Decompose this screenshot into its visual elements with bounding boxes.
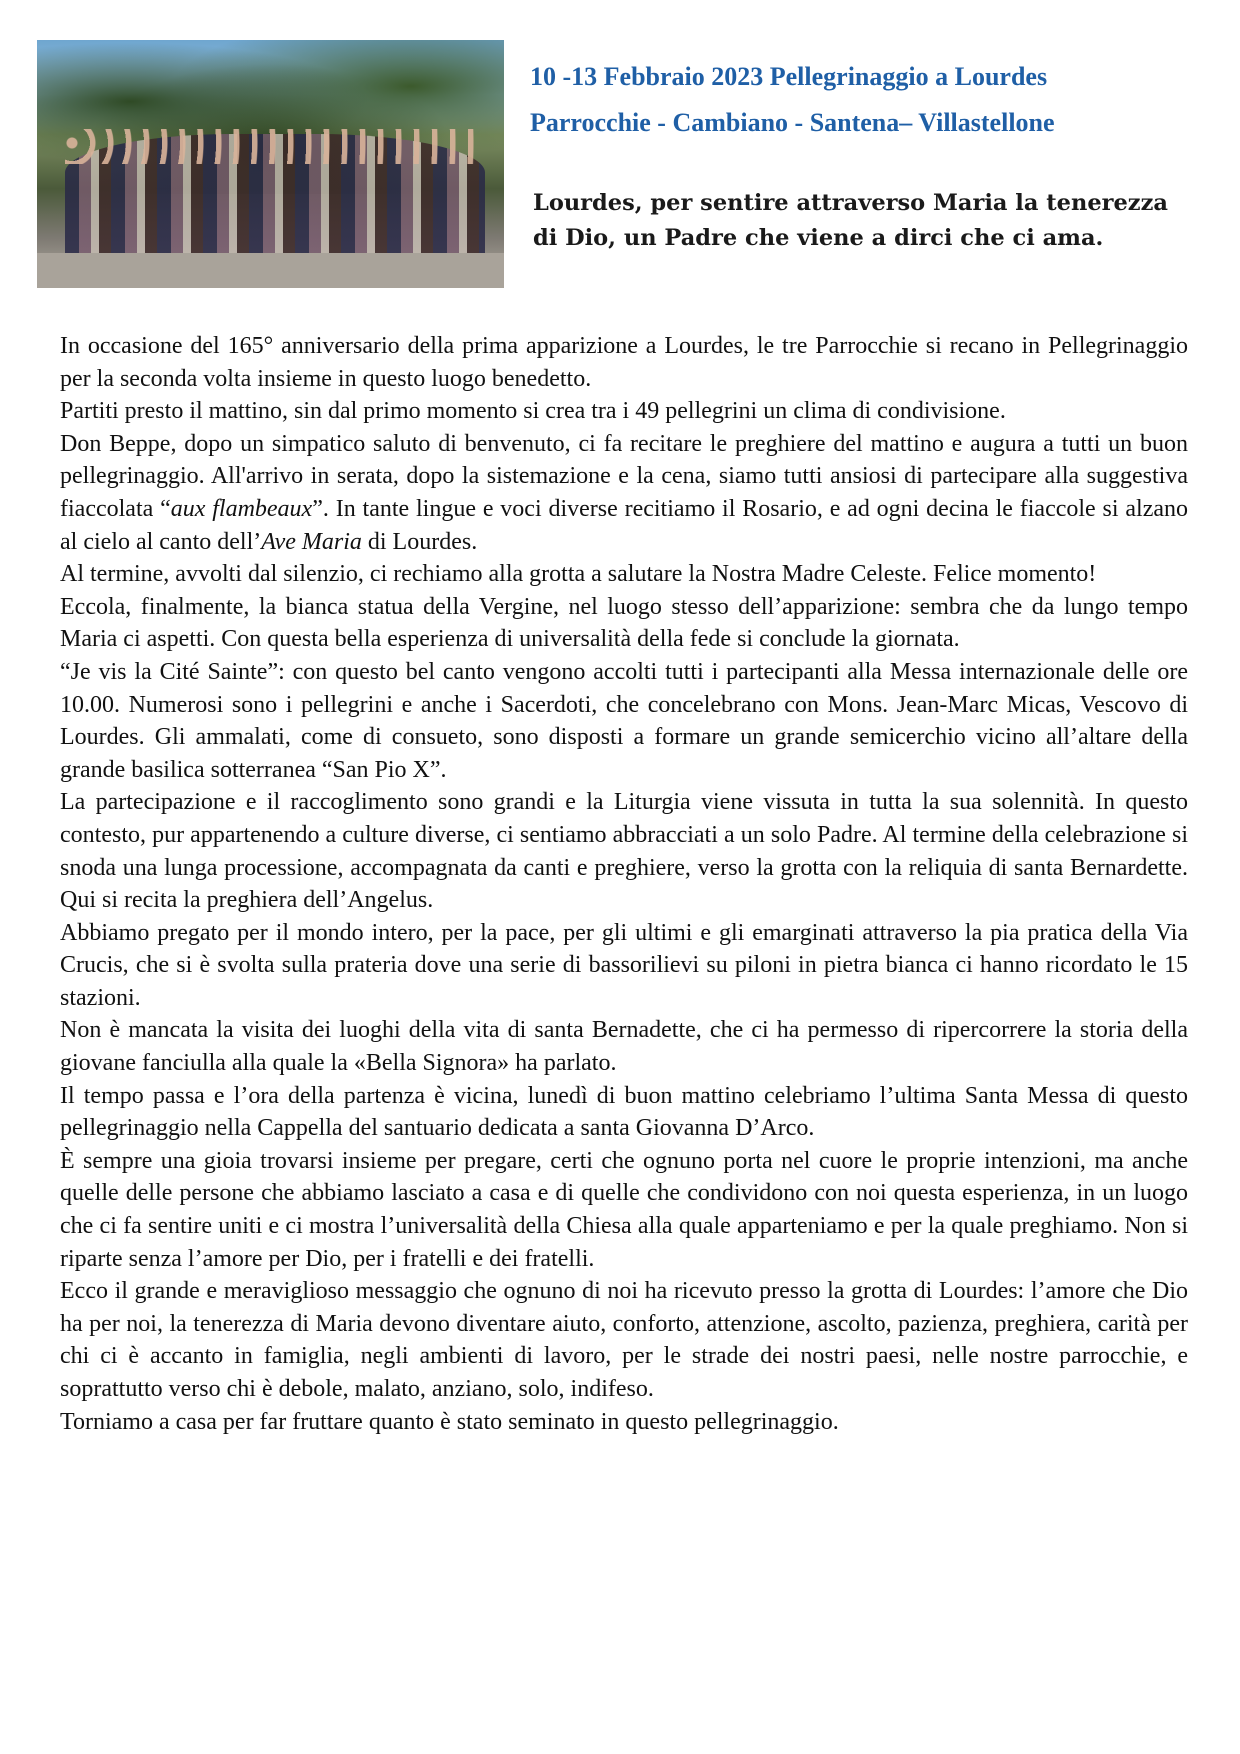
article-body [60,330,1188,1438]
page-title: 10 -13 Febbraio 2023 Pellegrinaggio a Lourdes [530,62,1048,91]
paragraph: Torniamo a casa per far fruttare quanto è stato seminato in questo pellegrinaggio. [60,1408,839,1435]
photo-faces [65,129,485,164]
paragraph: Partiti presto il mattino, sin dal primo momento si crea tra i 49 pellegrini un clima di condivisione. [60,398,1006,425]
italic-phrase: aux flambeaux [170,495,313,522]
paragraph: Eccola, finalmente, la bianca statua della Vergine, nel luogo stesso dell’apparizione: sembra che da lungo tempo Maria ci aspetti. Con questa bella esperienza di universalità della fede si conclude la giornata. [60,593,1188,653]
group-photo [37,40,504,288]
paragraph-text: ”. In tante lingue e voci diverse recitiamo il Rosario, e ad ogni decina le fiaccole si alzano al cielo al canto dell’ [60,495,1189,555]
paragraph-text: Don Beppe, dopo un simpatico saluto di benvenuto, ci fa recitare le preghiere del mattino e augura a tutti un buon pellegrinaggio. All'arrivo in serata, dopo la sistemazione e la cena, siamo tutti ansiosi di partecipare alla suggestiva fiaccolata “ [60,430,1188,522]
subtitle: Lourdes, per sentire attraverso Maria la tenerezza di Dio, un Padre che viene a dirci che ci ama. [533,190,1168,251]
paragraph: È sempre una gioia trovarsi insieme per pregare, certi che ognuno porta nel cuore le proprie intenzioni, ma anche quelle delle persone che abbiamo lasciato a casa e di quelle che condividono con noi questa esperienza, in un luogo che ci fa sentire uniti e ci mostra l’universalità della Chiesa alla quale apparteniamo e per la quale preghiamo. Non si riparte senza l’amore per Dio, per i fratelli e dei fratelli. [60,1147,1188,1272]
paragraph: La partecipazione e il raccoglimento sono grandi e la Liturgia viene vissuta in tutta la sua solennità. In questo contesto, pur appartenendo a culture diverse, ci sentiamo abbracciati a un solo Padre. Al termine della celebrazione si snoda una lunga processione, accompagnata da canti e preghiere, verso la grotta con la reliquia di santa Bernardette. Qui si recita la preghiera dell’Angelus. [60,789,1188,914]
paragraph: Non è mancata la visita dei luoghi della vita di santa Bernadette, che ci ha permesso di ripercorrere la storia della giovane fanciulla alla quale la «Bella Signora» ha parlato. [60,1017,1188,1077]
paragraph: Il tempo passa e l’ora della partenza è vicina, lunedì di buon mattino celebriamo l’ultima Santa Messa di questo pellegrinaggio nella Cappella del santuario dedicata a santa Giovanna D’Arco. [60,1082,1188,1142]
paragraph: Ecco il grande e meraviglioso messaggio che ognuno di noi ha ricevuto presso la grotta di Lourdes: l’amore che Dio ha per noi, la tenerezza di Maria devono diventare aiuto, conforto, attenzione, ascolto, pazienza, preghiera, carità per chi ci è accanto in famiglia, negli ambienti di lavoro, per le strade dei nostri paesi, nelle nostre parrocchie, e soprattutto verso chi è debole, malato, anziano, solo, indifeso. [60,1278,1188,1402]
paragraph: Abbiamo pregato per il mondo intero, per la pace, per gli ultimi e gli emarginati attraverso la pia pratica della Via Crucis, che si è svolta sulla prateria dove una serie di bassorilievi su piloni in pietra bianca ci hanno ricordato le 15 stazioni. [60,919,1188,1011]
paragraph: “Je vis la Cité Sainte”: con questo bel canto vengono accolti tutti i partecipanti alla Messa internazionale delle ore 10.00. Numerosi sono i pellegrini e anche i Sacerdoti, che concelebrano con Mons. Jean-Marc Micas, Vescovo di Lourdes. Gli ammalati, come di consueto, sono disposti a formare un grande semicerchio vicino all’altare della grande basilica sotterranea “San Pio X”. [60,658,1188,783]
italic-phrase: Ave Maria [261,528,362,555]
paragraph: Al termine, avvolti dal silenzio, ci rechiamo alla grotta a salutare la Nostra Madre Celeste. Felice momento! [60,561,1097,588]
photo-ground [37,253,504,288]
paragraph [60,428,1188,558]
paragraph: In occasione del 165° anniversario della prima apparizione a Lourdes, le tre Parrocchie si recano in Pellegrinaggio per la seconda volta insieme in questo luogo benedetto. [60,333,1188,392]
paragraph-text: di Lourdes. [361,528,478,555]
parishes-line: Parrocchie - Cambiano - Santena– Villastellone [530,108,1055,137]
